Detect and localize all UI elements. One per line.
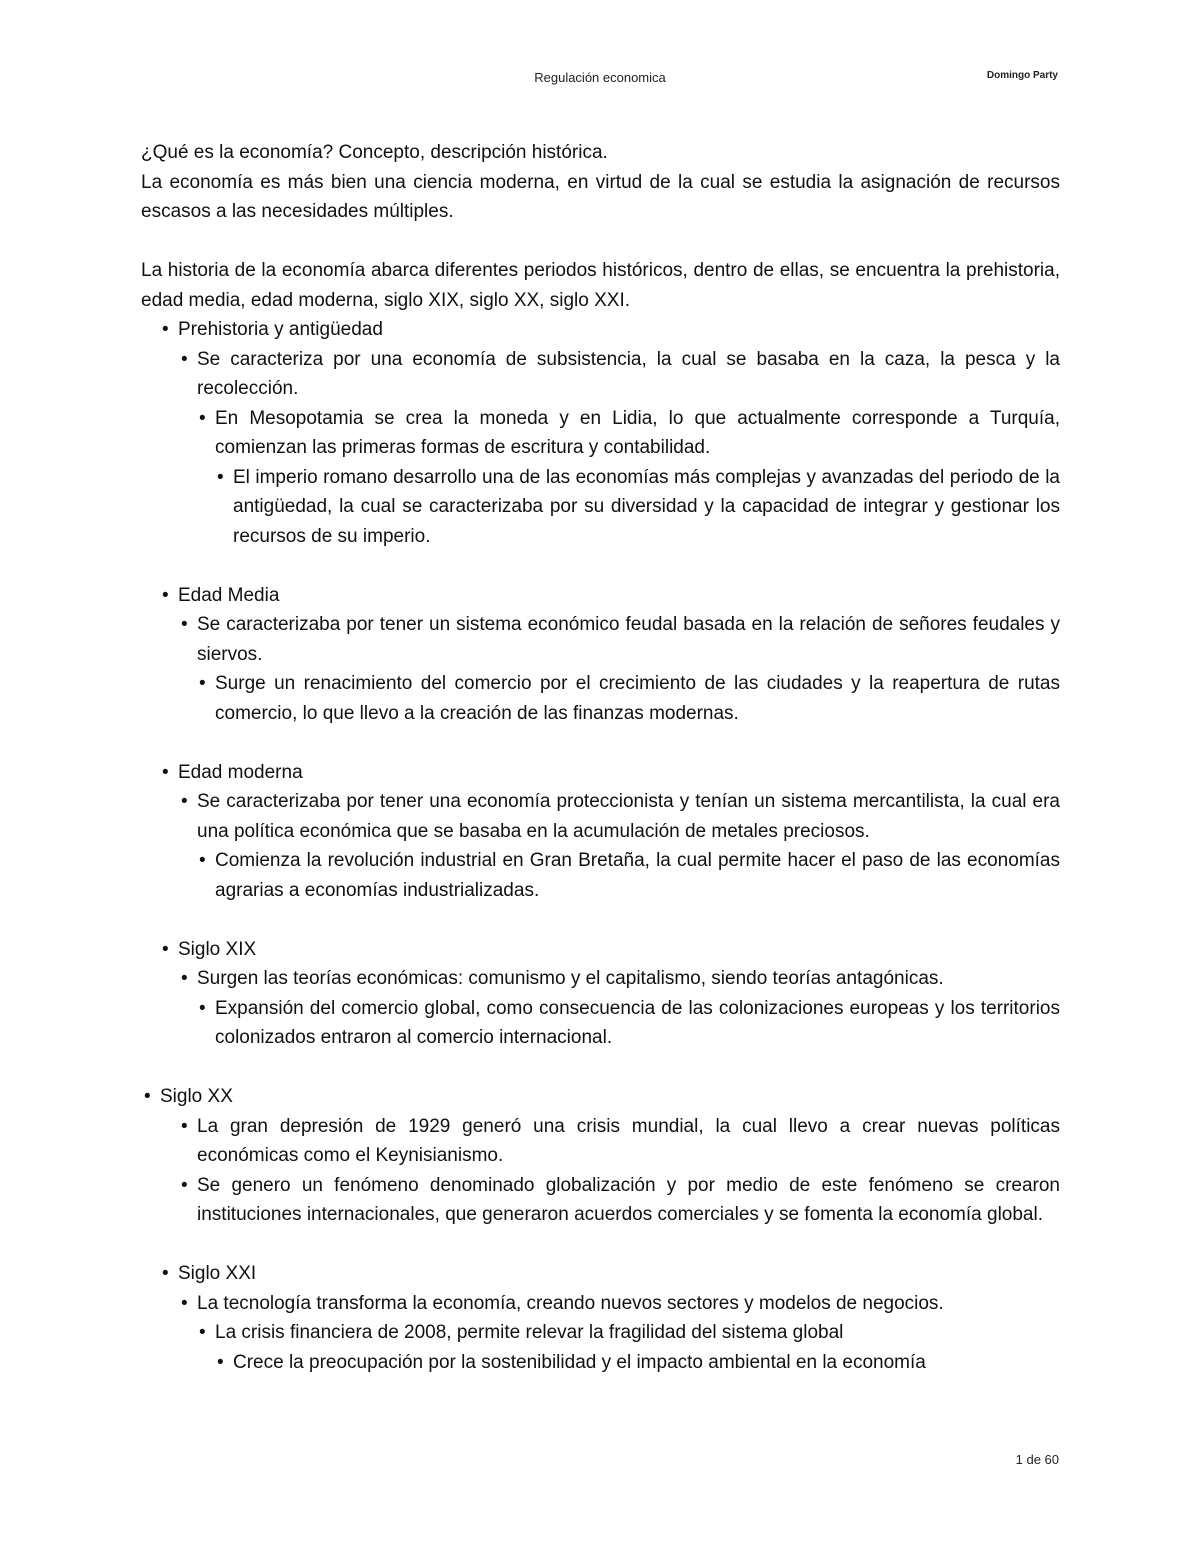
section-heading: ¿Qué es la economía? Concepto, descripción histórica. [141,142,608,163]
intro-paragraph: La economía es más bien una ciencia moderna, en virtud de la cual se estudia la asignación de recursos escasos a las necesidades múltiples. [141,171,1060,222]
list-item: • Se caracteriza por una economía de subsistencia, la cual se basaba en la caza, la pesca y la recolección. [197,345,1060,404]
list-item: • Crece la preocupación por la sostenibilidad y el impacto ambiental en la economía [233,1348,1060,1378]
page-header [0,70,1200,90]
list-item-siglo-xxi: • Siglo XXI [178,1259,1060,1289]
document-body [141,138,1060,1377]
list-item: • Expansión del comercio global, como consecuencia de las colonizaciones europeas y los territorios colonizados entraron al comercio internacional. [215,994,1060,1053]
list-item: • La gran depresión de 1929 generó una crisis mundial, la cual llevo a crear nuevas políticas económicas como el Keynisianismo. [197,1112,1060,1171]
history-paragraph: La historia de la economía abarca diferentes periodos históricos, dentro de ellas, se encuentra la prehistoria, edad media, edad moderna, siglo XIX, siglo XX, siglo XXI. [141,260,1060,311]
list-item-prehistoria: • Prehistoria y antigüedad [178,315,1060,345]
list-item: • Comienza la revolución industrial en Gran Bretaña, la cual permite hacer el paso de las economías agrarias a economías industrializadas. [215,846,1060,905]
list-item: • Surgen las teorías económicas: comunismo y el capitalismo, siendo teorías antagónicas. [197,964,1060,994]
list-item: • Se caracterizaba por tener un sistema económico feudal basada en la relación de señores feudales y siervos. [197,610,1060,669]
list-item: • El imperio romano desarrollo una de las economías más complejas y avanzadas del periodo de la antigüedad, la cual se caracterizaba por su diversidad y la capacidad de integrar y gestionar los recursos de su imperio. [233,463,1060,552]
list-item-edad-moderna: • Edad moderna [178,758,1060,788]
list-item: • La tecnología transforma la economía, creando nuevos sectores y modelos de negocios. [197,1289,1060,1319]
list-item-siglo-xix: • Siglo XIX [178,935,1060,965]
list-item: • Se caracterizaba por tener una economía proteccionista y tenían un sistema mercantilista, la cual era una política económica que se basaba en la acumulación de metales preciosos. [197,787,1060,846]
list-item: • En Mesopotamia se crea la moneda y en Lidia, lo que actualmente corresponde a Turquía, comienzan las primeras formas de escritura y contabilidad. [215,404,1060,463]
list-item: • Surge un renacimiento del comercio por el crecimiento de las ciudades y la reapertura de rutas comercio, lo que llevo a la creación de las finanzas modernas. [215,669,1060,728]
document-title: Regulación economica [534,70,666,85]
list-item: • Se genero un fenómeno denominado globalización y por medio de este fenómeno se crearon instituciones internacionales, que generaron acuerdos comerciales y se fomenta la economía global. [197,1171,1060,1230]
list-item: • La crisis financiera de 2008, permite relevar la fragilidad del sistema global [215,1318,1060,1348]
page-number: 1 de 60 [1015,1452,1059,1467]
list-item-edad-media: • Edad Media [178,581,1060,611]
list-item-siglo-xx: • Siglo XX [160,1082,1060,1112]
document-author: Domingo Party [986,70,1058,81]
